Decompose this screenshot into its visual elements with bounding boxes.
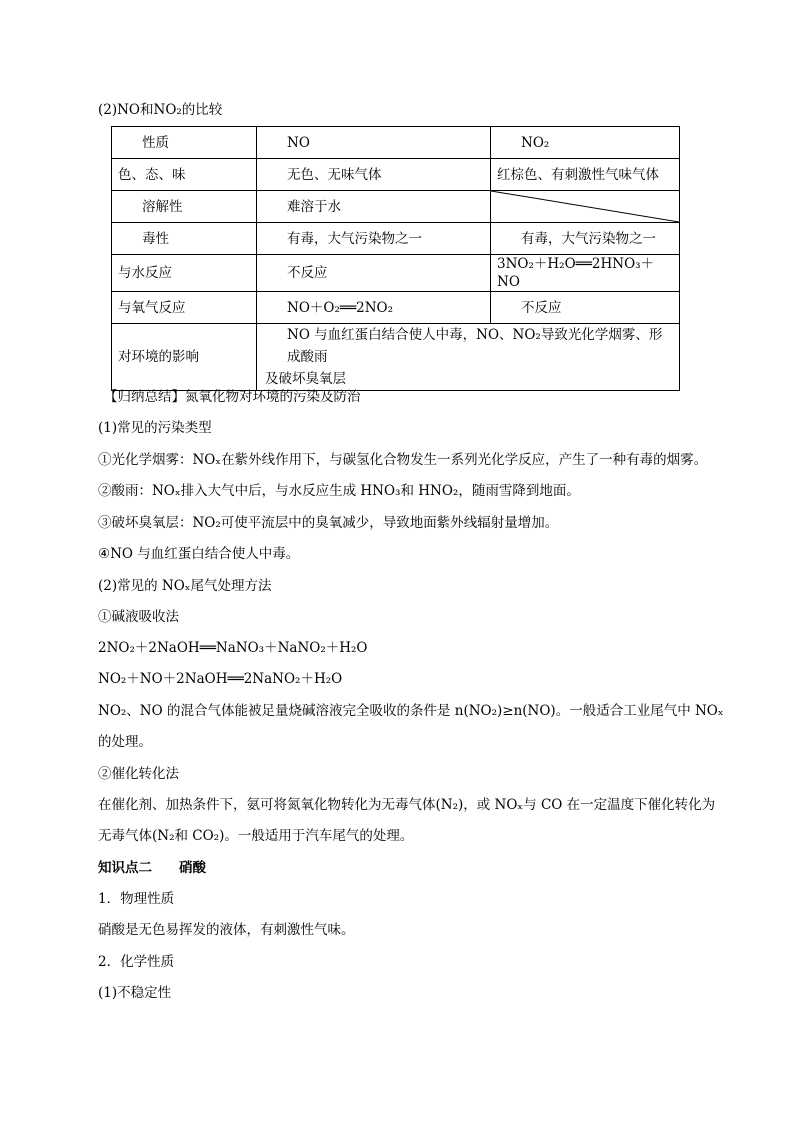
paragraph-line: 的处理。 [98,734,152,750]
table-row [112,324,680,391]
diagonal-empty-cell [491,191,680,223]
section-title: (2)NO和NO₂的比较 [98,102,223,118]
table-cell-merged [257,324,680,391]
table-cell: 3NO₂＋H₂O══2HNO₃＋NO [491,255,680,292]
equation: 2NO₂＋2NaOH══NaNO₃＋NaNO₂＋H₂O [98,640,368,656]
table-cell: 色、态、味 [112,159,257,191]
subsection-title: (1)不稳定性 [98,985,172,1001]
method-title: ②催化转化法 [98,766,179,782]
table-cell: 与氧气反应 [112,292,257,324]
table-cell: 无色、无味气体 [257,159,491,191]
table-row [112,292,680,324]
table-cell: NO₂ [491,127,680,159]
paragraph-line: 硝酸是无色易挥发的液体，有刺激性气味。 [98,922,355,938]
list-item: ③破坏臭氧层：NO₂可使平流层中的臭氧减少，导致地面紫外线辐射量增加。 [98,515,559,531]
table-cell: 与水反应 [112,255,257,292]
paragraph-line: 在催化剂、加热条件下，氨可将氮氧化物转化为无毒气体(N₂)，或 NOₓ与 CO 在一定温度下催化转化为 [98,797,716,813]
knowledge-point-title: 知识点二 硝酸 [98,860,206,876]
no-no2-comparison-table [111,126,680,391]
table-cell: 不反应 [257,255,491,292]
table-cell: 有毒，大气污染物之一 [257,223,491,255]
table-cell: 性质 [112,127,257,159]
table-cell: 溶解性 [112,191,257,223]
subsection-title: (2)常见的 NOₓ尾气处理方法 [98,578,272,594]
table-row [112,255,680,292]
table-cell: 毒性 [112,223,257,255]
equation: NO₂＋NO＋2NaOH══2NaNO₂＋H₂O [98,671,343,687]
table-header-row [112,127,680,159]
table-cell: NO [257,127,491,159]
method-title: ①碱液吸收法 [98,609,179,625]
summary-heading: 【归纳总结】氮氧化物对环境的污染及防治 [104,389,361,405]
list-item: ①光化学烟雾：NOₓ在紫外线作用下，与碳氢化合物发生一系列光化学反应，产生了一种有毒的烟雾。 [98,452,708,468]
subsection-title: 2．化学性质 [98,954,175,970]
list-item: ④NO 与血红蛋白结合使人中毒。 [98,546,300,562]
table-cell: NO＋O₂══2NO₂ [257,292,491,324]
table-cell: 红棕色、有刺激性气味气体 [491,159,680,191]
subsection-title: (1)常见的污染类型 [98,420,212,436]
env-text-line: 及破坏臭氧层 [265,371,346,387]
subsection-title: 1．物理性质 [98,891,175,907]
table-row [112,159,680,191]
table-row [112,223,680,255]
list-item: ②酸雨：NOₓ排入大气中后，与水反应生成 HNO₃和 HNO₂，随雨雪降到地面。 [98,483,580,499]
diagonal-line [491,191,679,222]
table-cell: 有毒，大气污染物之一 [491,223,680,255]
table-cell: 难溶于水 [257,191,491,223]
table-cell: 对环境的影响 [112,324,257,391]
paragraph-line: 无毒气体(N₂和 CO₂)。一般适用于汽车尾气的处理。 [98,828,414,844]
table-row [112,191,680,223]
paragraph-line: NO₂、NO 的混合气体能被足量烧碱溶液完全吸收的条件是 n(NO₂)≥n(NO)。一般适合工业尾气中 NOₓ [98,703,724,719]
env-text-line: NO 与血红蛋白结合使人中毒，NO、NO₂导致光化学烟雾、形成酸雨 [287,327,663,365]
table-cell: 不反应 [491,292,680,324]
